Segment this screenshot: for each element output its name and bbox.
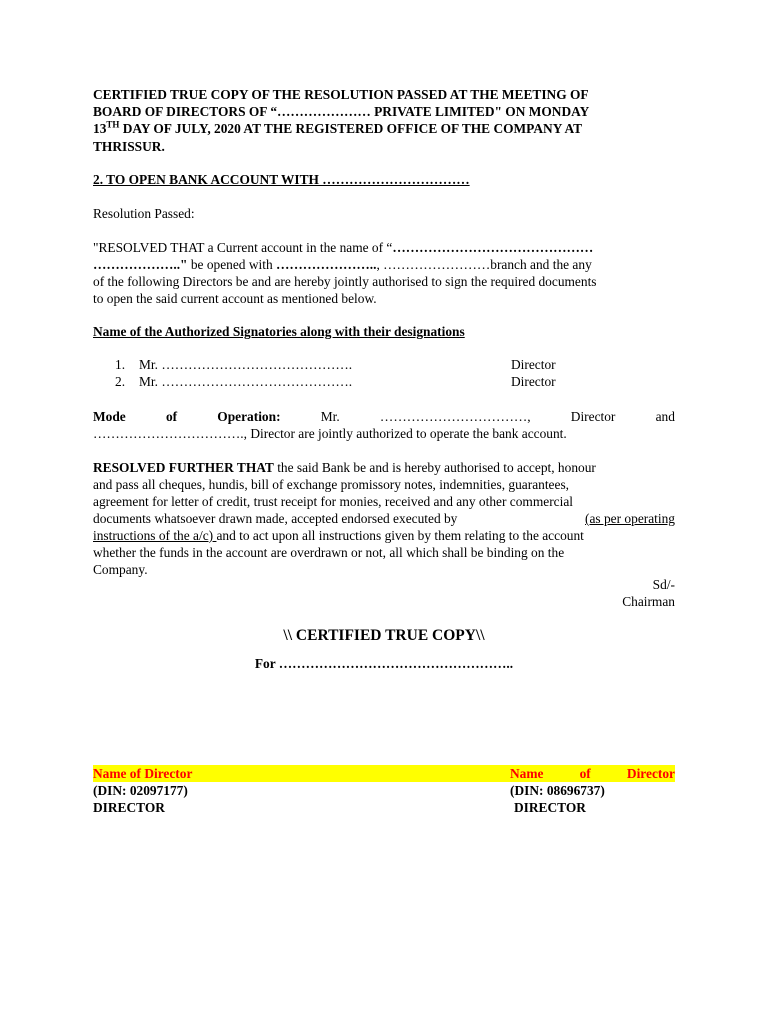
mode-line-2: ……………………………., Director are jointly authorized to operate the bank account. [93, 426, 567, 441]
director-name-word [510, 765, 675, 782]
signatory-role: Director [511, 374, 556, 389]
heading-line-4: THRISSUR. [93, 138, 165, 154]
heading-line-3: 13TH DAY OF JULY, 2020 AT THE REGISTERED OFFICE OF THE COMPANY AT [93, 119, 583, 137]
chairman-label: Chairman [622, 594, 675, 609]
further-line-2: and pass all cheques, hundis, bill of exchange promissory notes, indemnities, guarantees, [93, 477, 570, 492]
heading-line-1: CERTIFIED TRUE COPY OF THE RESOLUTION PASSED AT THE MEETING OF [93, 87, 589, 102]
further-line-4: documents whatsoever drawn made, accepted endorsed executed by (as per operating [93, 511, 675, 526]
for-company-line: For …………………………………………….. [254, 656, 514, 671]
director-name-placeholder: Name of Director [93, 765, 510, 782]
signatory-name: Mr. ……………………………………. [139, 374, 353, 389]
further-line-7: Company. [93, 562, 148, 577]
resolved-paragraph [93, 239, 675, 307]
section-title: 2. TO OPEN BANK ACCOUNT WITH …………………………… [93, 172, 470, 187]
resolved-line-3: of the following Directors be and are hereby jointly authorised to sign the required documents [93, 274, 597, 289]
further-line-3: agreement for letter of credit, trust receipt for monies, received and any other commercial [93, 494, 573, 509]
signatory-row [93, 374, 675, 391]
signatories-title: Name of the Authorized Signatories along with their designations [93, 324, 465, 339]
signatory-role: Director [511, 357, 556, 372]
mode-line-1: Mode of Operation: Mr. ……………………………, Director and [93, 409, 675, 424]
resolved-line-4: to open the said current account as mentioned below. [93, 291, 377, 306]
sd-mark: Sd/- [652, 577, 675, 592]
director-name-word-part: Name [510, 766, 544, 781]
further-line-6: whether the funds in the account are overdrawn or not, all which shall be binding on the [93, 545, 565, 560]
director-name-placeholder [510, 765, 675, 782]
director-right-block [510, 765, 675, 816]
signatory-number: 2. [115, 374, 126, 389]
director-din: (DIN: 02097177) [93, 783, 188, 798]
signatory-number: 1. [115, 357, 126, 372]
mode-of-operation [93, 408, 675, 442]
director-name-word-part: Director [626, 766, 675, 781]
heading-line-2: BOARD OF DIRECTORS OF “………………… PRIVATE LIMITED" ON MONDAY [93, 104, 590, 120]
further-line-1: RESOLVED FURTHER THAT the said Bank be and is hereby authorised to accept, honour [93, 460, 596, 475]
resolved-line-2: ……………….." be opened with ………………….., ……………………branch and the any [93, 257, 592, 272]
resolution-label: Resolution Passed: [93, 206, 195, 221]
resolved-further-paragraph [93, 459, 675, 578]
director-title: DIRECTOR [514, 800, 586, 815]
director-left-block [93, 765, 510, 816]
further-line-5: instructions of the a/c) and to act upon all instructions given by them relating to the account [93, 528, 584, 543]
director-title: DIRECTOR [93, 800, 165, 815]
signatory-row [93, 357, 675, 374]
director-din: (DIN: 08696737) [510, 783, 605, 798]
resolved-line-1: "RESOLVED THAT a Current account in the name of “ ……………………………………… [93, 240, 594, 255]
signatory-name: Mr. ……………………………………. [139, 357, 353, 372]
certified-true-copy-title: \\ CERTIFIED TRUE COPY\\ [283, 627, 485, 644]
director-name-word-part: of [579, 766, 591, 781]
resolution-heading [93, 86, 675, 155]
